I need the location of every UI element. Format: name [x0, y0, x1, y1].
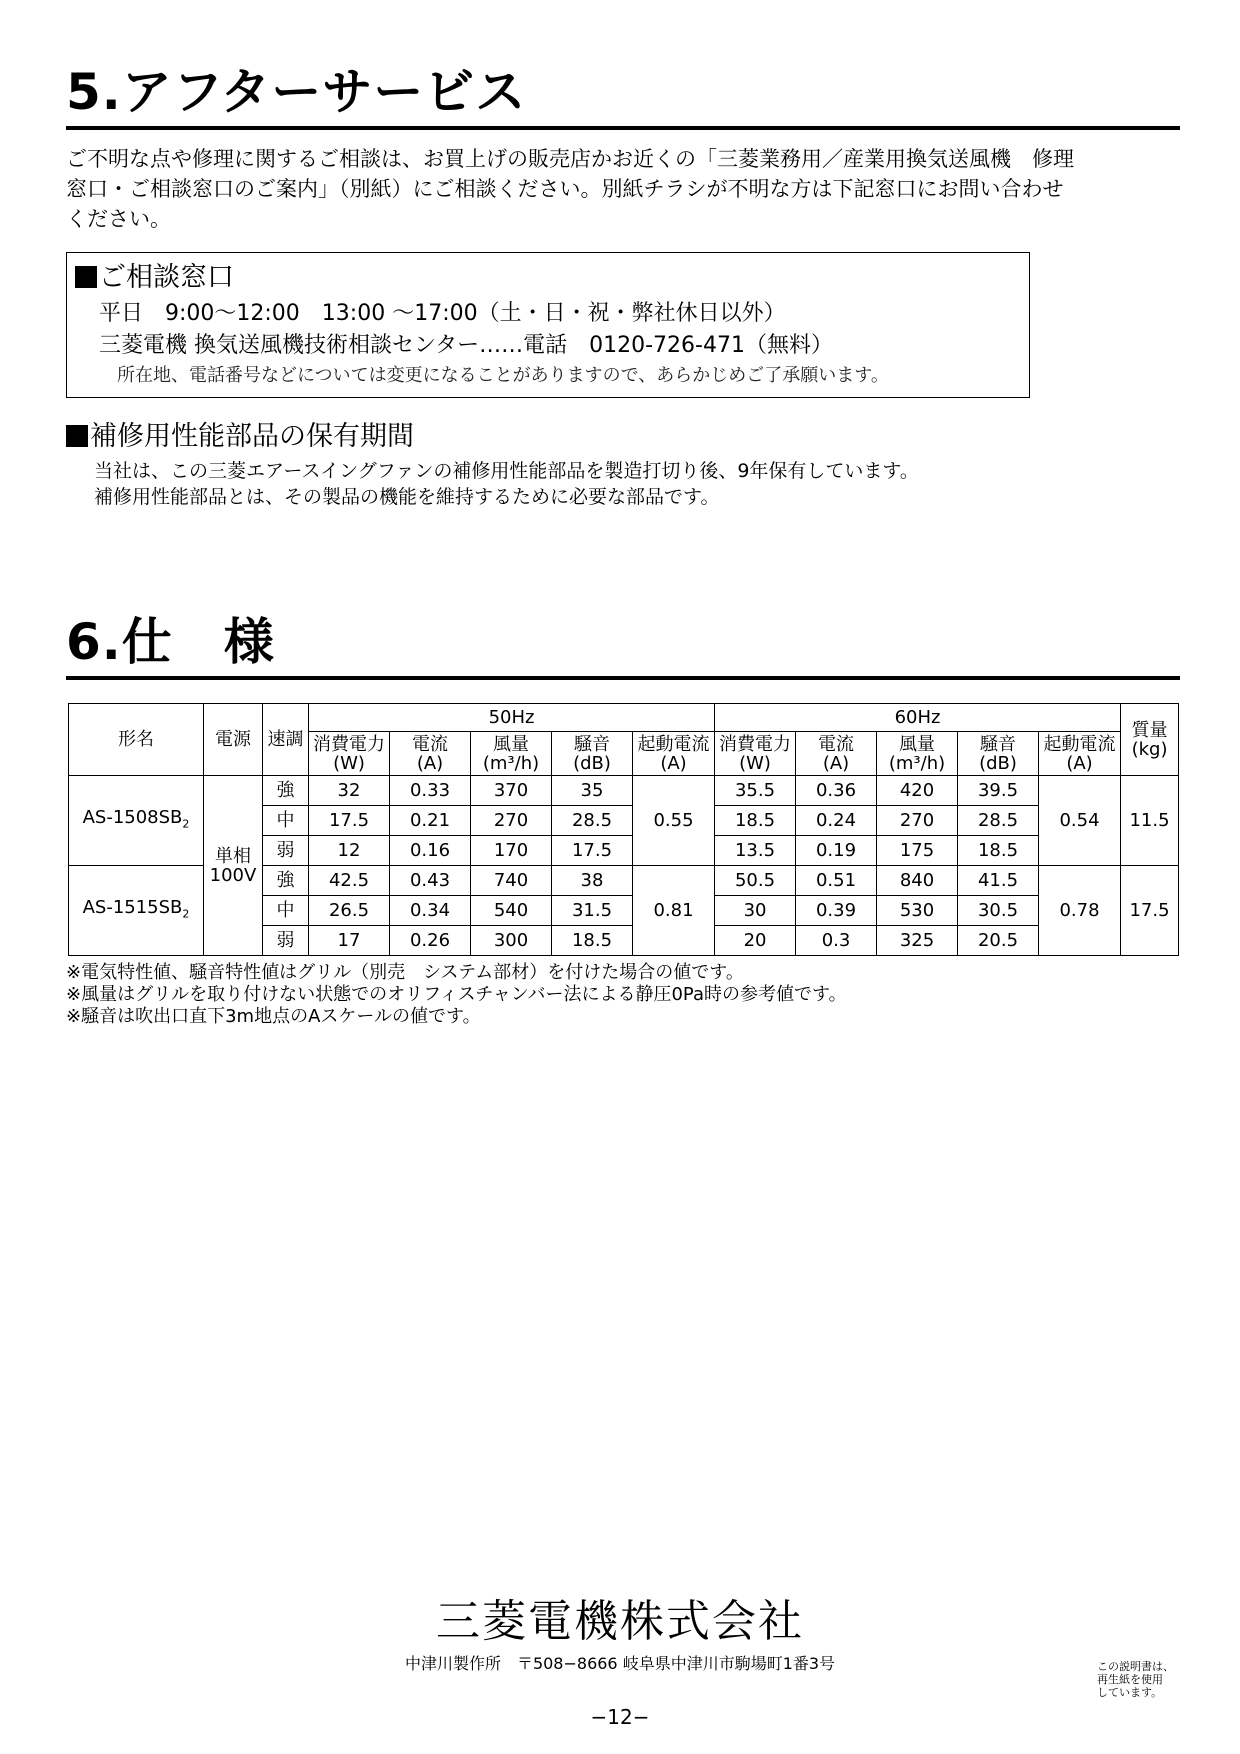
power-l2: 100V	[209, 864, 257, 886]
cell: 540	[471, 896, 552, 926]
speed-cell: 強	[263, 776, 309, 806]
cell: 39.5	[958, 776, 1039, 806]
model-name	[69, 866, 204, 956]
contact-box	[66, 252, 1030, 398]
header-col	[877, 732, 958, 776]
model-name-sub: 2	[182, 907, 190, 921]
spec-table	[68, 703, 1179, 956]
header-col-l1: 起動電流	[637, 733, 710, 755]
speed-cell: 中	[263, 896, 309, 926]
header-model: 形名	[69, 704, 204, 776]
cell: 41.5	[958, 866, 1039, 896]
cell: 370	[471, 776, 552, 806]
model-name-text: AS-1515SB	[82, 896, 183, 918]
header-col	[309, 732, 390, 776]
contact-heading	[75, 261, 234, 295]
cell: 170	[471, 836, 552, 866]
cell: 0.33	[390, 776, 471, 806]
cell: 300	[471, 926, 552, 956]
square-bullet-icon	[66, 425, 88, 447]
cell: 740	[471, 866, 552, 896]
parts-heading-text: 補修用性能部品の保有期間	[90, 421, 414, 452]
header-col	[796, 732, 877, 776]
header-col-l2: (W)	[739, 752, 771, 774]
header-power: 電源	[204, 704, 263, 776]
header-col-l1: 電流	[818, 733, 855, 755]
header-col-l2: (m³/h)	[482, 752, 540, 774]
cell: 0.34	[390, 896, 471, 926]
contact-center: 三菱電機 換気送風機技術相談センター……電話 0120-726-471（無料）	[99, 333, 833, 358]
parts-heading	[66, 420, 414, 454]
speed-cell: 強	[263, 866, 309, 896]
intro-line: ご不明な点や修理に関するご相談は、お買上げの販売店かお近くの「三菱業務用／産業用換気送風機 修理	[66, 147, 1074, 171]
recycle-line: この説明書は、	[1097, 1660, 1174, 1673]
section6-title: 6.仕 様	[66, 613, 275, 671]
header-col-l2: (dB)	[573, 752, 611, 774]
cell: 0.43	[390, 866, 471, 896]
intro-line: 窓口・ご相談窓口のご案内」（別紙）にご相談ください。別紙チラシが不明な方は下記窓口にお問い合わせ	[66, 177, 1064, 201]
section5-intro	[66, 144, 1074, 234]
header-col-l1: 消費電力	[313, 733, 385, 755]
model-name-sub: 2	[182, 817, 190, 831]
header-col	[471, 732, 552, 776]
cell: 0.16	[390, 836, 471, 866]
power-source	[204, 776, 263, 956]
header-col-l2: (A)	[660, 752, 687, 774]
header-col-l1: 風量	[899, 733, 936, 755]
page-number: −12−	[590, 1705, 650, 1729]
header-col-l2: (dB)	[979, 752, 1017, 774]
cell: 18.5	[715, 806, 796, 836]
cell: 18.5	[552, 926, 633, 956]
section5-rule	[66, 126, 1180, 130]
cell: 18.5	[958, 836, 1039, 866]
header-mass	[1121, 704, 1179, 776]
contact-heading-text: ご相談窓口	[99, 262, 234, 293]
note-line: ※電気特性値、騒音特性値はグリル（別売 システム部材）を付けた場合の値です。	[66, 962, 744, 983]
cell: 31.5	[552, 896, 633, 926]
cell: 530	[877, 896, 958, 926]
cell: 50.5	[715, 866, 796, 896]
cell: 35.5	[715, 776, 796, 806]
cell: 20.5	[958, 926, 1039, 956]
header-col-l2: (W)	[333, 752, 365, 774]
header-mass-l2: (kg)	[1131, 738, 1168, 760]
header-col-l1: 電流	[412, 733, 448, 755]
cell: 30.5	[958, 896, 1039, 926]
note-line: ※風量はグリルを取り付けない状態でのオリフィスチャンバー法による静圧0Pa時の参考値です。	[66, 984, 847, 1005]
cell: 0.51	[796, 866, 877, 896]
header-col-l1: 消費電力	[719, 733, 792, 755]
cell: 20	[715, 926, 796, 956]
header-col	[1039, 732, 1121, 776]
recycle-line: 再生紙を使用	[1097, 1673, 1163, 1686]
cell: 325	[877, 926, 958, 956]
cell: 0.21	[390, 806, 471, 836]
header-col-l1: 起動電流	[1043, 733, 1116, 755]
cell: 30	[715, 896, 796, 926]
cell: 0.3	[796, 926, 877, 956]
cell: 0.39	[796, 896, 877, 926]
header-col-l2: (A)	[416, 752, 444, 774]
model-name	[69, 776, 204, 866]
start-current-60: 0.78	[1039, 866, 1121, 956]
company-address: 中津川製作所 〒508−8666 岐阜県中津川市駒場町1番3号	[404, 1654, 836, 1673]
section5-title: 5.アフターサービス	[66, 63, 527, 121]
company-name: 三菱電機株式会社	[436, 1596, 804, 1647]
spec-notes	[66, 962, 847, 1028]
cell: 17.5	[309, 806, 390, 836]
cell: 28.5	[552, 806, 633, 836]
cell: 26.5	[309, 896, 390, 926]
header-col-l2: (m³/h)	[888, 752, 946, 774]
contact-note: 所在地、電話番号などについては変更になることがありますので、あらかじめご了承願います。	[117, 365, 889, 386]
header-col	[390, 732, 471, 776]
mass-cell: 17.5	[1121, 866, 1179, 956]
cell: 270	[877, 806, 958, 836]
header-col	[715, 732, 796, 776]
cell: 42.5	[309, 866, 390, 896]
table-row	[69, 776, 1179, 806]
cell: 0.19	[796, 836, 877, 866]
cell: 840	[877, 866, 958, 896]
cell: 0.36	[796, 776, 877, 806]
cell: 28.5	[958, 806, 1039, 836]
header-mass-l1: 質量	[1131, 719, 1168, 741]
start-current-60: 0.54	[1039, 776, 1121, 866]
cell: 175	[877, 836, 958, 866]
cell: 17	[309, 926, 390, 956]
cell: 0.24	[796, 806, 877, 836]
parts-body	[94, 458, 919, 510]
cell: 420	[877, 776, 958, 806]
note-line: ※騒音は吹出口直下3m地点のAスケールの値です。	[66, 1006, 481, 1027]
cell: 35	[552, 776, 633, 806]
power-l1: 単相	[215, 845, 251, 867]
header-50hz: 50Hz	[309, 704, 715, 732]
recycle-note	[1097, 1660, 1174, 1699]
header-col-l2: (A)	[1066, 752, 1093, 774]
intro-line: ください。	[66, 207, 171, 231]
cell: 13.5	[715, 836, 796, 866]
square-bullet-icon	[75, 266, 97, 288]
parts-line: 当社は、この三菱エアースイングファンの補修用性能部品を製造打切り後、9年保有しています。	[94, 460, 919, 482]
header-col-l2: (A)	[822, 752, 850, 774]
speed-cell: 弱	[263, 926, 309, 956]
header-col-l1: 騒音	[980, 733, 1017, 755]
start-current-50: 0.55	[633, 776, 715, 866]
speed-cell: 中	[263, 806, 309, 836]
speed-cell: 弱	[263, 836, 309, 866]
start-current-50: 0.81	[633, 866, 715, 956]
cell: 12	[309, 836, 390, 866]
header-60hz: 60Hz	[715, 704, 1121, 732]
cell: 32	[309, 776, 390, 806]
header-col	[958, 732, 1039, 776]
header-col-l1: 騒音	[574, 733, 610, 755]
recycle-line: しています。	[1097, 1686, 1163, 1699]
parts-line: 補修用性能部品とは、その製品の機能を維持するために必要な部品です。	[94, 486, 720, 508]
cell: 270	[471, 806, 552, 836]
header-col	[633, 732, 715, 776]
header-col-l1: 風量	[493, 733, 529, 755]
cell: 0.26	[390, 926, 471, 956]
header-col	[552, 732, 633, 776]
header-speed: 速調	[263, 704, 309, 776]
cell: 17.5	[552, 836, 633, 866]
section6-rule	[66, 676, 1180, 680]
cell: 38	[552, 866, 633, 896]
model-name-text: AS-1508SB	[82, 806, 183, 828]
contact-hours: 平日 9:00～12:00 13:00 ～17:00（土・日・祝・弊社休日以外）	[99, 301, 786, 326]
mass-cell: 11.5	[1121, 776, 1179, 866]
